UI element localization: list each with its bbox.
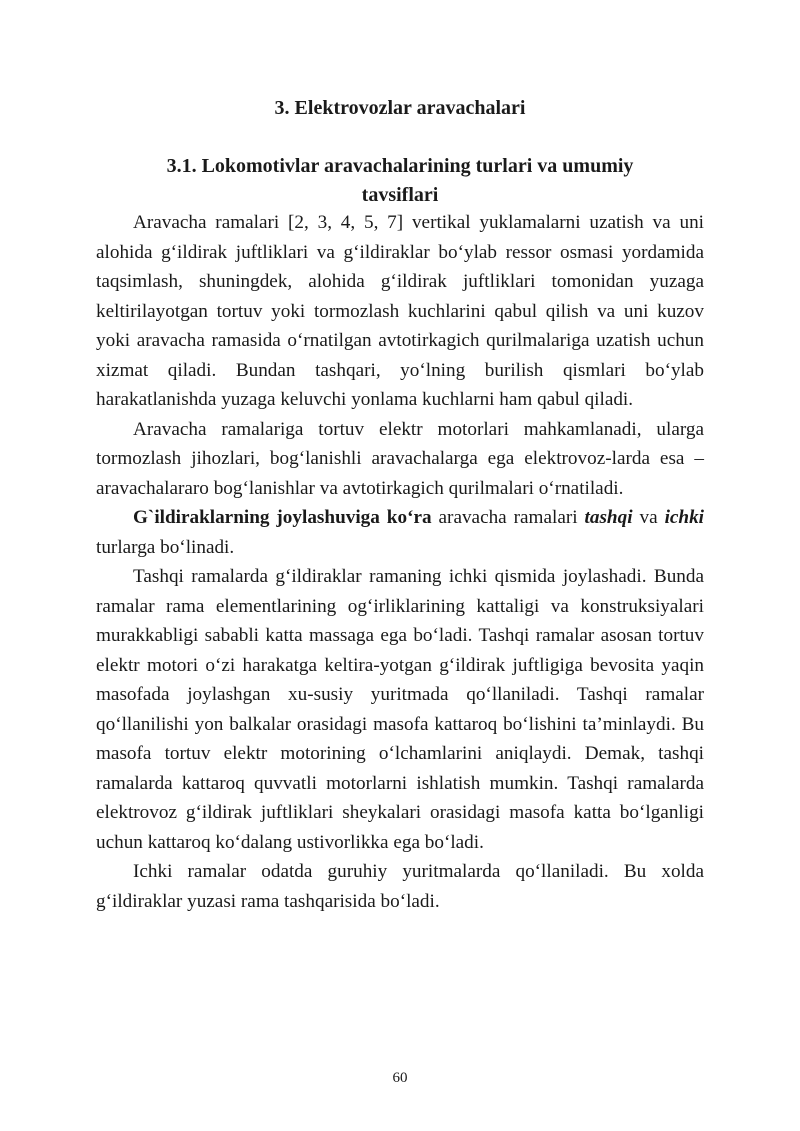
term-ichki: ichki <box>664 507 705 528</box>
body-text <box>96 208 704 916</box>
chapter-title: 3. Elektrovozlar aravachalari <box>274 97 526 119</box>
paragraph-3-mid: aravacha ramalari <box>431 507 585 528</box>
paragraph-3 <box>96 503 704 562</box>
paragraph-1: Aravacha ramalari [2, 3, 4, 5, 7] vertikal yuklamalarni uzatish va uni alohida g‘ildirak juftliklari va g‘ildiraklar bo‘ylab ressor osmasi yordamida taqsimlash, shuningdek, alohida g‘ildirak juftliklari tomonidan yuzaga keltirilayotgan tortuv yoki tormozlash kuchlarini qabul qilish va uni kuzov yoki aravacha ramasida o‘rnatilgan avtotirkagich qurilmalariga uzatish uchun xizmat qiladi. Bundan tashqari, yo‘lning burilish qismlari bo‘ylab harakatlanishda yuzaga keluvchi yonlama kuchlarni ham qabul qiladi. <box>96 212 704 410</box>
term-tashqi: tashqi <box>584 507 633 528</box>
page-number: 60 <box>392 1070 408 1086</box>
paragraph-2: Aravacha ramalariga tortuv elektr motorlari mahkamlanadi, ularga tormozlash jihozlari, bog‘lanishli aravachalarga ega elektrovoz-larda esa – aravachalararo bog‘lanishlar va avtotirkagich qurilmalari o‘rnatiladi. <box>96 418 704 499</box>
paragraph-4: Tashqi ramalarda g‘ildiraklar ramaning ichki qismida joylashadi. Bunda ramalar rama elementlarining og‘irliklarining kattaligi va konstruksiyalari murakkabligi sababli katta massaga ega bo‘ladi. Tashqi ramalar asosan tortuv elektr motori o‘zi harakatga keltira-yotgan g‘ildirak juftligiga bevosita yaqin masofada joylashgan xu-susiy yuritmada qo‘llaniladi. Tashqi ramalar qo‘llanilishi yon balkalar orasidagi masofa kattaroq bo‘lishini ta’minlaydi. Bu masofa tortuv elektr motorining o‘lchamlarini aniqlaydi. Demak, tashqi ramalarda kattaroq quvvatli motorlarni ishlatish mumkin. Tashqi ramalarda elektrovoz g‘ildirak juftliklari sheykalari orasidagi masofa katta bo‘lganligi uchun kattaroq ko‘dalang ustivorlikka ega bo‘ladi. <box>96 566 704 853</box>
paragraph-3-join: va <box>632 507 665 528</box>
paragraph-3-tail: turlarga bo‘linadi. <box>96 536 235 558</box>
paragraph-3-lead: G`ildiraklarning joylashuviga ko‘ra <box>133 507 432 528</box>
paragraph-5: Ichki ramalar odatda guruhiy yuritmalarda qo‘llaniladi. Bu xolda g‘ildiraklar yuzasi rama tashqarisida bo‘ladi. <box>96 861 704 912</box>
section-title: 3.1. Lokomotivlar aravachalarining turlari va umumiy tavsiflari <box>166 155 634 206</box>
